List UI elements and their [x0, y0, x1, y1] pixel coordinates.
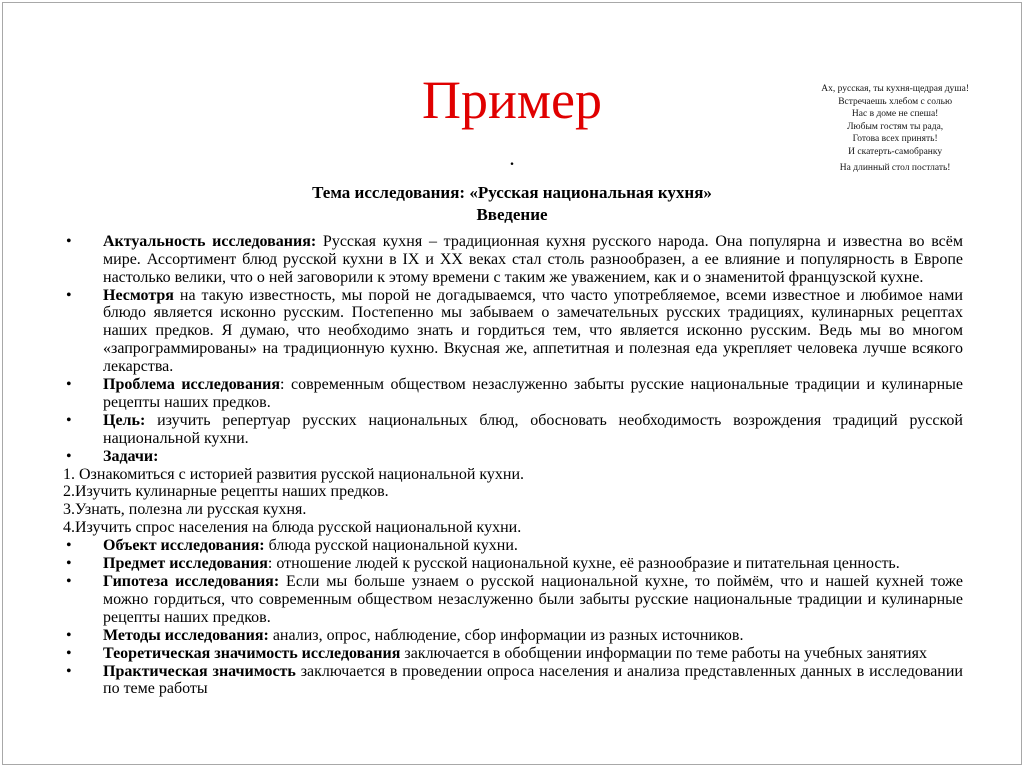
separator-dot: . — [510, 152, 514, 169]
bullet-item — [63, 627, 963, 645]
bullet-text: Русская кухня – традиционная кухня русского народа. Она популярна и известна во всём мире. Ассортимент блюд русской кухни в IX и XX веках стал столь разнообразен, а ее влияние и популярность в Европе настолько велики, что о ней заговорили к этому времени с таким же уважением, как и о знаменитой французской кухне. — [103, 232, 963, 286]
bullet-label: Цель: — [103, 411, 146, 429]
numbered-task-list — [63, 466, 963, 538]
numbered-item: 1. Ознакомиться с историей развития русской национальной кухни. — [63, 465, 525, 483]
bullet-label: Практическая значимость — [103, 662, 296, 680]
numbered-item: 3.Узнать, полезна ли русская кухня. — [63, 501, 307, 519]
bullet-text: : современным обществом незаслуженно забыты русские национальные традиции и кулинарные рецепты наших предков. — [103, 376, 963, 411]
bullet-label: Методы исследования: — [103, 626, 269, 644]
bullet-item — [63, 287, 963, 377]
introduction-heading: Введение — [476, 205, 548, 225]
poem-line: Готова всех принять! — [852, 134, 938, 144]
bullet-label: Актуальность исследования: — [103, 232, 317, 250]
bullet-item — [63, 448, 963, 466]
poem-line: Ах, русская, ты кухня-щедрая душа! — [821, 84, 969, 94]
bullet-item — [63, 412, 963, 448]
bullet-text: на такую известность, мы порой не догадываемся, что часто употребляемое, всеми известное и любимое нами блюдо является исконно русским. Постепенно мы забываем о замечательных русских традициях, кулинарных рецептах наших предков. Я думаю, что необходимо знать и гордиться тем, что является исконно русским. Ведь мы во многом «запрограммированы» на традиционную кухню. Вкусная же, аппетитная и полезная еда укрепляет человека лучше всякого лекарства. — [103, 286, 963, 376]
bullet-label: Задачи: — [103, 447, 159, 465]
bullet-text: изучить репертуар русских национальных блюд, обосновать необходимость возрождения традиций русской национальной кухни. — [103, 411, 963, 447]
bullet-item — [63, 537, 963, 555]
bullet-item — [63, 376, 963, 412]
poem-line: И скатерть-самобранку — [848, 146, 943, 157]
bullet-label: Предмет исследования — [103, 555, 268, 573]
bullet-label: Несмотря — [103, 286, 174, 304]
bullet-item — [63, 573, 963, 627]
presentation-slide — [2, 2, 1022, 765]
numbered-item: 2.Изучить кулинарные рецепты наших предков. — [63, 483, 389, 501]
bullet-item — [63, 663, 963, 699]
poem-line: Нас в доме не спеша! — [851, 109, 939, 119]
poem-line: Встречаешь хлебом с солью — [838, 96, 953, 107]
poem-line: На длинный стол постлать! — [839, 163, 951, 173]
bullet-text: : отношение людей к русской национальной кухне, её разнообразие и питательная ценность. — [267, 555, 900, 573]
research-topic-heading: Тема исследования: «Русская национальная кухня» — [312, 183, 712, 202]
bullet-text: анализ, опрос, наблюдение, сбор информации из разных источников. — [268, 626, 744, 644]
slide-title: Пример — [421, 70, 603, 130]
bullet-label: Проблема исследования — [103, 376, 281, 394]
bullet-text: заключается в проведении опроса населения и анализа представленных данных в исследовании по теме работы — [103, 662, 963, 698]
bullet-label: Объект исследования: — [103, 537, 265, 555]
epigraph-poem — [821, 83, 969, 175]
poem-line: Любым гостям ты рада, — [847, 121, 944, 132]
slide-body — [63, 233, 963, 699]
bullet-item — [63, 555, 963, 573]
bullet-label: Теоретическая значимость исследования — [103, 644, 401, 662]
bullet-list-top — [63, 233, 963, 466]
bullet-text: заключается в обобщении информации по теме работы на учебных занятиях — [400, 644, 927, 662]
bullet-item — [63, 645, 963, 663]
bullet-text: блюда русской национальной кухни. — [264, 537, 518, 555]
bullet-list-bottom — [63, 537, 963, 698]
bullet-label: Гипотеза исследования: — [103, 573, 280, 590]
bullet-item — [63, 233, 963, 287]
bullet-text: Если мы больше узнаем о русской национальной кухне, то поймём, что и нашей кухней тоже можно гордиться, что современным обществом незаслуженно были забыты русские национальные традиции и кулинарные рецепты наших предков. — [103, 573, 963, 626]
numbered-item: 4.Изучить спрос населения на блюда русской национальной кухни. — [63, 519, 522, 537]
